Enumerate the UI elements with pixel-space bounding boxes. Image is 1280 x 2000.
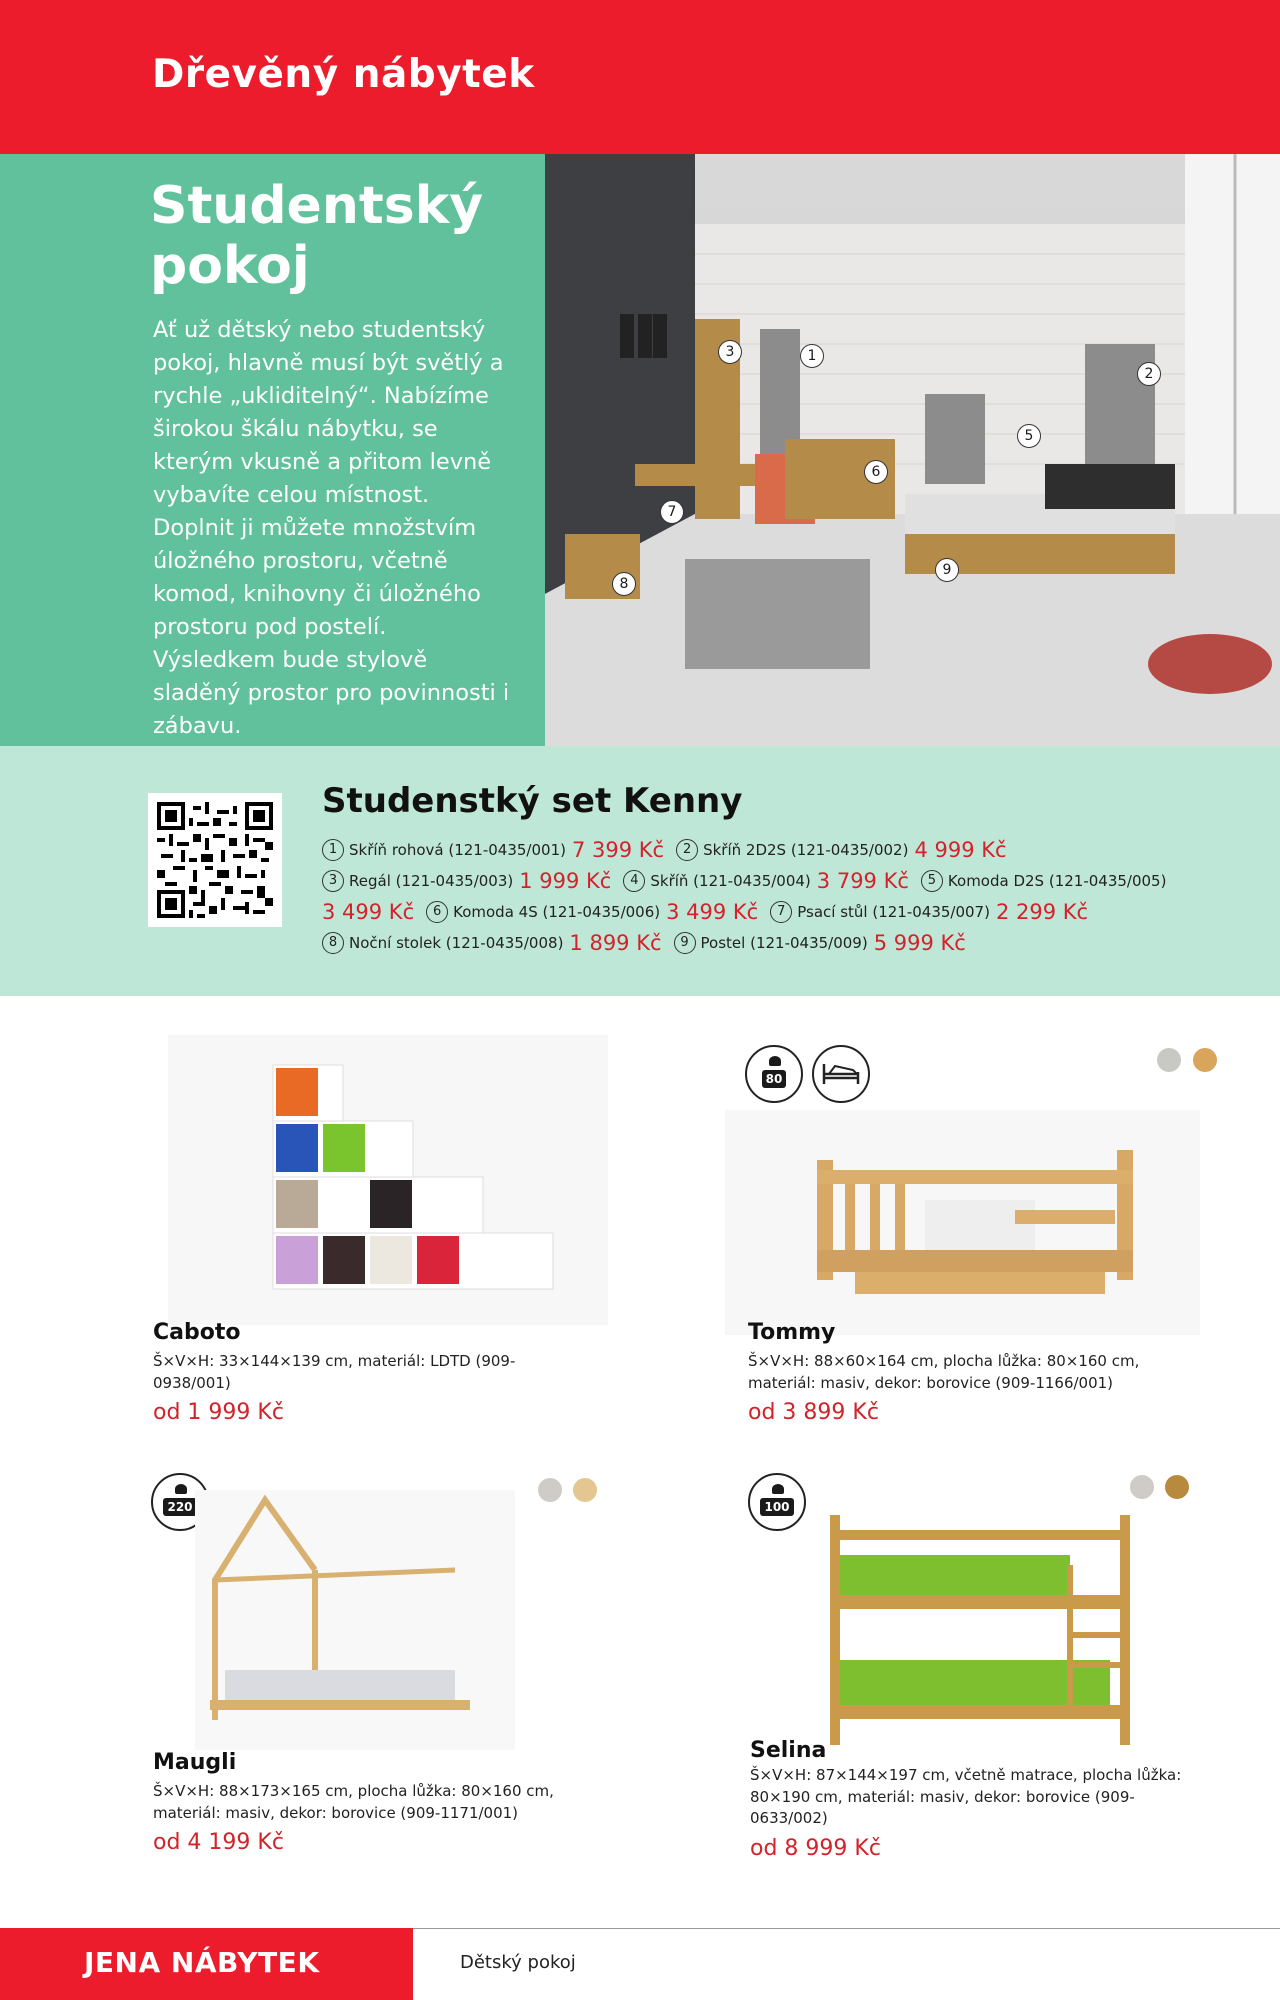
item-label: Regál (121-0435/003) bbox=[349, 871, 514, 890]
product-description: Š×V×H: 88×173×165 cm, plocha lůžka: 80×160 cm, materiál: masiv, dekor: borovice (909-1171/001) bbox=[153, 1782, 554, 1822]
color-swatch-grey[interactable] bbox=[538, 1478, 562, 1502]
product-name: Caboto bbox=[153, 1320, 241, 1345]
set-item[interactable] bbox=[322, 931, 662, 955]
set-item[interactable] bbox=[921, 870, 1167, 892]
item-price: 3 499 Kč bbox=[322, 899, 415, 924]
item-label: Noční stolek (121-0435/008) bbox=[349, 933, 564, 952]
product-description: Š×V×H: 87×144×197 cm, včetně matrace, plocha lůžka: 80×190 cm, materiál: masiv, dekor: borovice (909-0633/002) bbox=[750, 1766, 1182, 1827]
item-price: 2 299 Kč bbox=[995, 899, 1089, 924]
item-number-marker: 5 bbox=[921, 870, 943, 892]
item-label: Komoda 4S (121-0435/006) bbox=[453, 902, 661, 921]
item-price: 1 899 Kč bbox=[569, 930, 662, 955]
item-number-marker: 3 bbox=[322, 870, 344, 892]
weight-capacity-badge bbox=[745, 1045, 803, 1103]
item-price: 3 499 Kč bbox=[666, 899, 759, 924]
set-kenny-panel bbox=[0, 746, 1280, 996]
maugli-image bbox=[195, 1490, 515, 1750]
item-number-marker: 1 bbox=[322, 839, 344, 861]
set-item[interactable] bbox=[770, 900, 1088, 924]
set-item[interactable] bbox=[676, 838, 1006, 862]
item-label: Skříň rohová (121-0435/001) bbox=[349, 840, 566, 859]
bed-drawer-icon bbox=[812, 1045, 870, 1103]
product-price: od 4 199 Kč bbox=[153, 1830, 284, 1855]
set-item[interactable] bbox=[322, 869, 611, 893]
product-name: Tommy bbox=[748, 1320, 836, 1345]
room-marker: 1 bbox=[800, 344, 824, 368]
item-number-marker: 2 bbox=[676, 839, 698, 861]
set-item[interactable] bbox=[322, 838, 664, 862]
weight-icon bbox=[772, 1484, 784, 1494]
product-price: od 8 999 Kč bbox=[750, 1835, 881, 1861]
room-marker: 3 bbox=[718, 340, 742, 364]
weight-icon bbox=[769, 1056, 781, 1066]
room-marker: 5 bbox=[1017, 424, 1041, 448]
room-marker: 9 bbox=[935, 558, 959, 582]
footer-section-label: Dětský pokoj bbox=[460, 1952, 576, 1973]
room-marker: 2 bbox=[1137, 362, 1161, 386]
set-items-list bbox=[322, 834, 1182, 958]
qr-code-icon bbox=[157, 802, 273, 918]
color-swatch-pine[interactable] bbox=[573, 1478, 597, 1502]
item-label: Skříň (121-0435/004) bbox=[650, 871, 811, 890]
selina-image bbox=[800, 1505, 1140, 1750]
set-line bbox=[322, 927, 1182, 958]
room-marker: 6 bbox=[864, 460, 888, 484]
set-line bbox=[322, 865, 1182, 896]
item-number-marker: 7 bbox=[770, 901, 792, 923]
caboto-image bbox=[168, 1035, 608, 1325]
item-price: 3 799 Kč bbox=[816, 868, 909, 893]
item-number-marker: 8 bbox=[322, 932, 344, 954]
product-name: Selina bbox=[750, 1738, 827, 1763]
product-description: Š×V×H: 33×144×139 cm, materiál: LDTD (909-0938/001) bbox=[153, 1352, 516, 1392]
product-description: Š×V×H: 88×60×164 cm, plocha lůžka: 80×160 cm, materiál: masiv, dekor: borovice (909-1166/001) bbox=[748, 1352, 1140, 1392]
page-title: Dřevěný nábytek bbox=[152, 52, 535, 97]
product-maugli[interactable] bbox=[153, 1750, 583, 1855]
room-marker: 7 bbox=[660, 500, 684, 524]
set-item[interactable] bbox=[322, 900, 414, 924]
color-swatch-grey[interactable] bbox=[1157, 1048, 1181, 1072]
set-item[interactable] bbox=[623, 869, 909, 893]
color-swatch-grey[interactable] bbox=[1130, 1475, 1154, 1499]
room-illustration bbox=[545, 154, 1280, 746]
item-number-marker: 6 bbox=[426, 901, 448, 923]
item-label: Komoda D2S (121-0435/005) bbox=[947, 871, 1167, 890]
page-header bbox=[0, 0, 1280, 154]
item-label: Postel (121-0435/009) bbox=[700, 933, 868, 952]
item-label: Psací stůl (121-0435/007) bbox=[797, 902, 990, 921]
room-photo bbox=[545, 154, 1280, 746]
weight-capacity-badge bbox=[748, 1473, 806, 1531]
color-swatch-pine[interactable] bbox=[1165, 1475, 1189, 1499]
weight-capacity-value: 100 bbox=[760, 1498, 793, 1516]
product-price: od 3 899 Kč bbox=[748, 1400, 879, 1425]
bed-icon bbox=[821, 1060, 861, 1088]
weight-capacity-value: 220 bbox=[163, 1498, 196, 1516]
brand-logo[interactable]: JENA NÁBYTEK bbox=[84, 1946, 320, 1979]
item-number-marker: 4 bbox=[623, 870, 645, 892]
set-line bbox=[322, 896, 1182, 927]
weight-capacity-value: 80 bbox=[762, 1070, 787, 1088]
product-caboto[interactable] bbox=[153, 1320, 573, 1425]
item-price: 7 399 Kč bbox=[571, 837, 665, 862]
color-swatch-pine[interactable] bbox=[1193, 1048, 1217, 1072]
set-item[interactable] bbox=[426, 900, 758, 924]
item-price: 4 999 Kč bbox=[914, 837, 1007, 862]
intro-title: Studentský pokoj bbox=[150, 176, 484, 296]
product-selina[interactable] bbox=[750, 1738, 1190, 1861]
qr-code[interactable] bbox=[148, 793, 282, 927]
tommy-image bbox=[725, 1110, 1200, 1335]
item-price: 1 999 Kč bbox=[519, 868, 612, 893]
set-title: Studenstký set Kenny bbox=[322, 781, 743, 821]
product-name: Maugli bbox=[153, 1750, 237, 1775]
product-price: od 1 999 Kč bbox=[153, 1400, 284, 1425]
intro-panel bbox=[0, 154, 545, 746]
item-number-marker: 9 bbox=[674, 932, 696, 954]
product-tommy[interactable] bbox=[748, 1320, 1188, 1425]
item-price: 5 999 Kč bbox=[873, 930, 966, 955]
weight-icon bbox=[175, 1484, 187, 1494]
item-label: Skříň 2D2S (121-0435/002) bbox=[703, 840, 909, 859]
room-marker: 8 bbox=[612, 572, 636, 596]
intro-text: Ať už dětský nebo studentský pokoj, hlavně musí být světlý a rychle „ukliditelný“. Nabízíme širokou škálu nábytku, se kterým vkusně a přitom levně vybavíte celou místnost. Doplnit ji můžete množstvím úložného prostoru, včetně komod, knihovny či úložného prostoru pod postelí. Výsledkem bude stylově sladěný prostor pro povinnosti i zábavu. bbox=[153, 317, 510, 739]
set-line bbox=[322, 834, 1182, 865]
set-item[interactable] bbox=[674, 931, 966, 955]
